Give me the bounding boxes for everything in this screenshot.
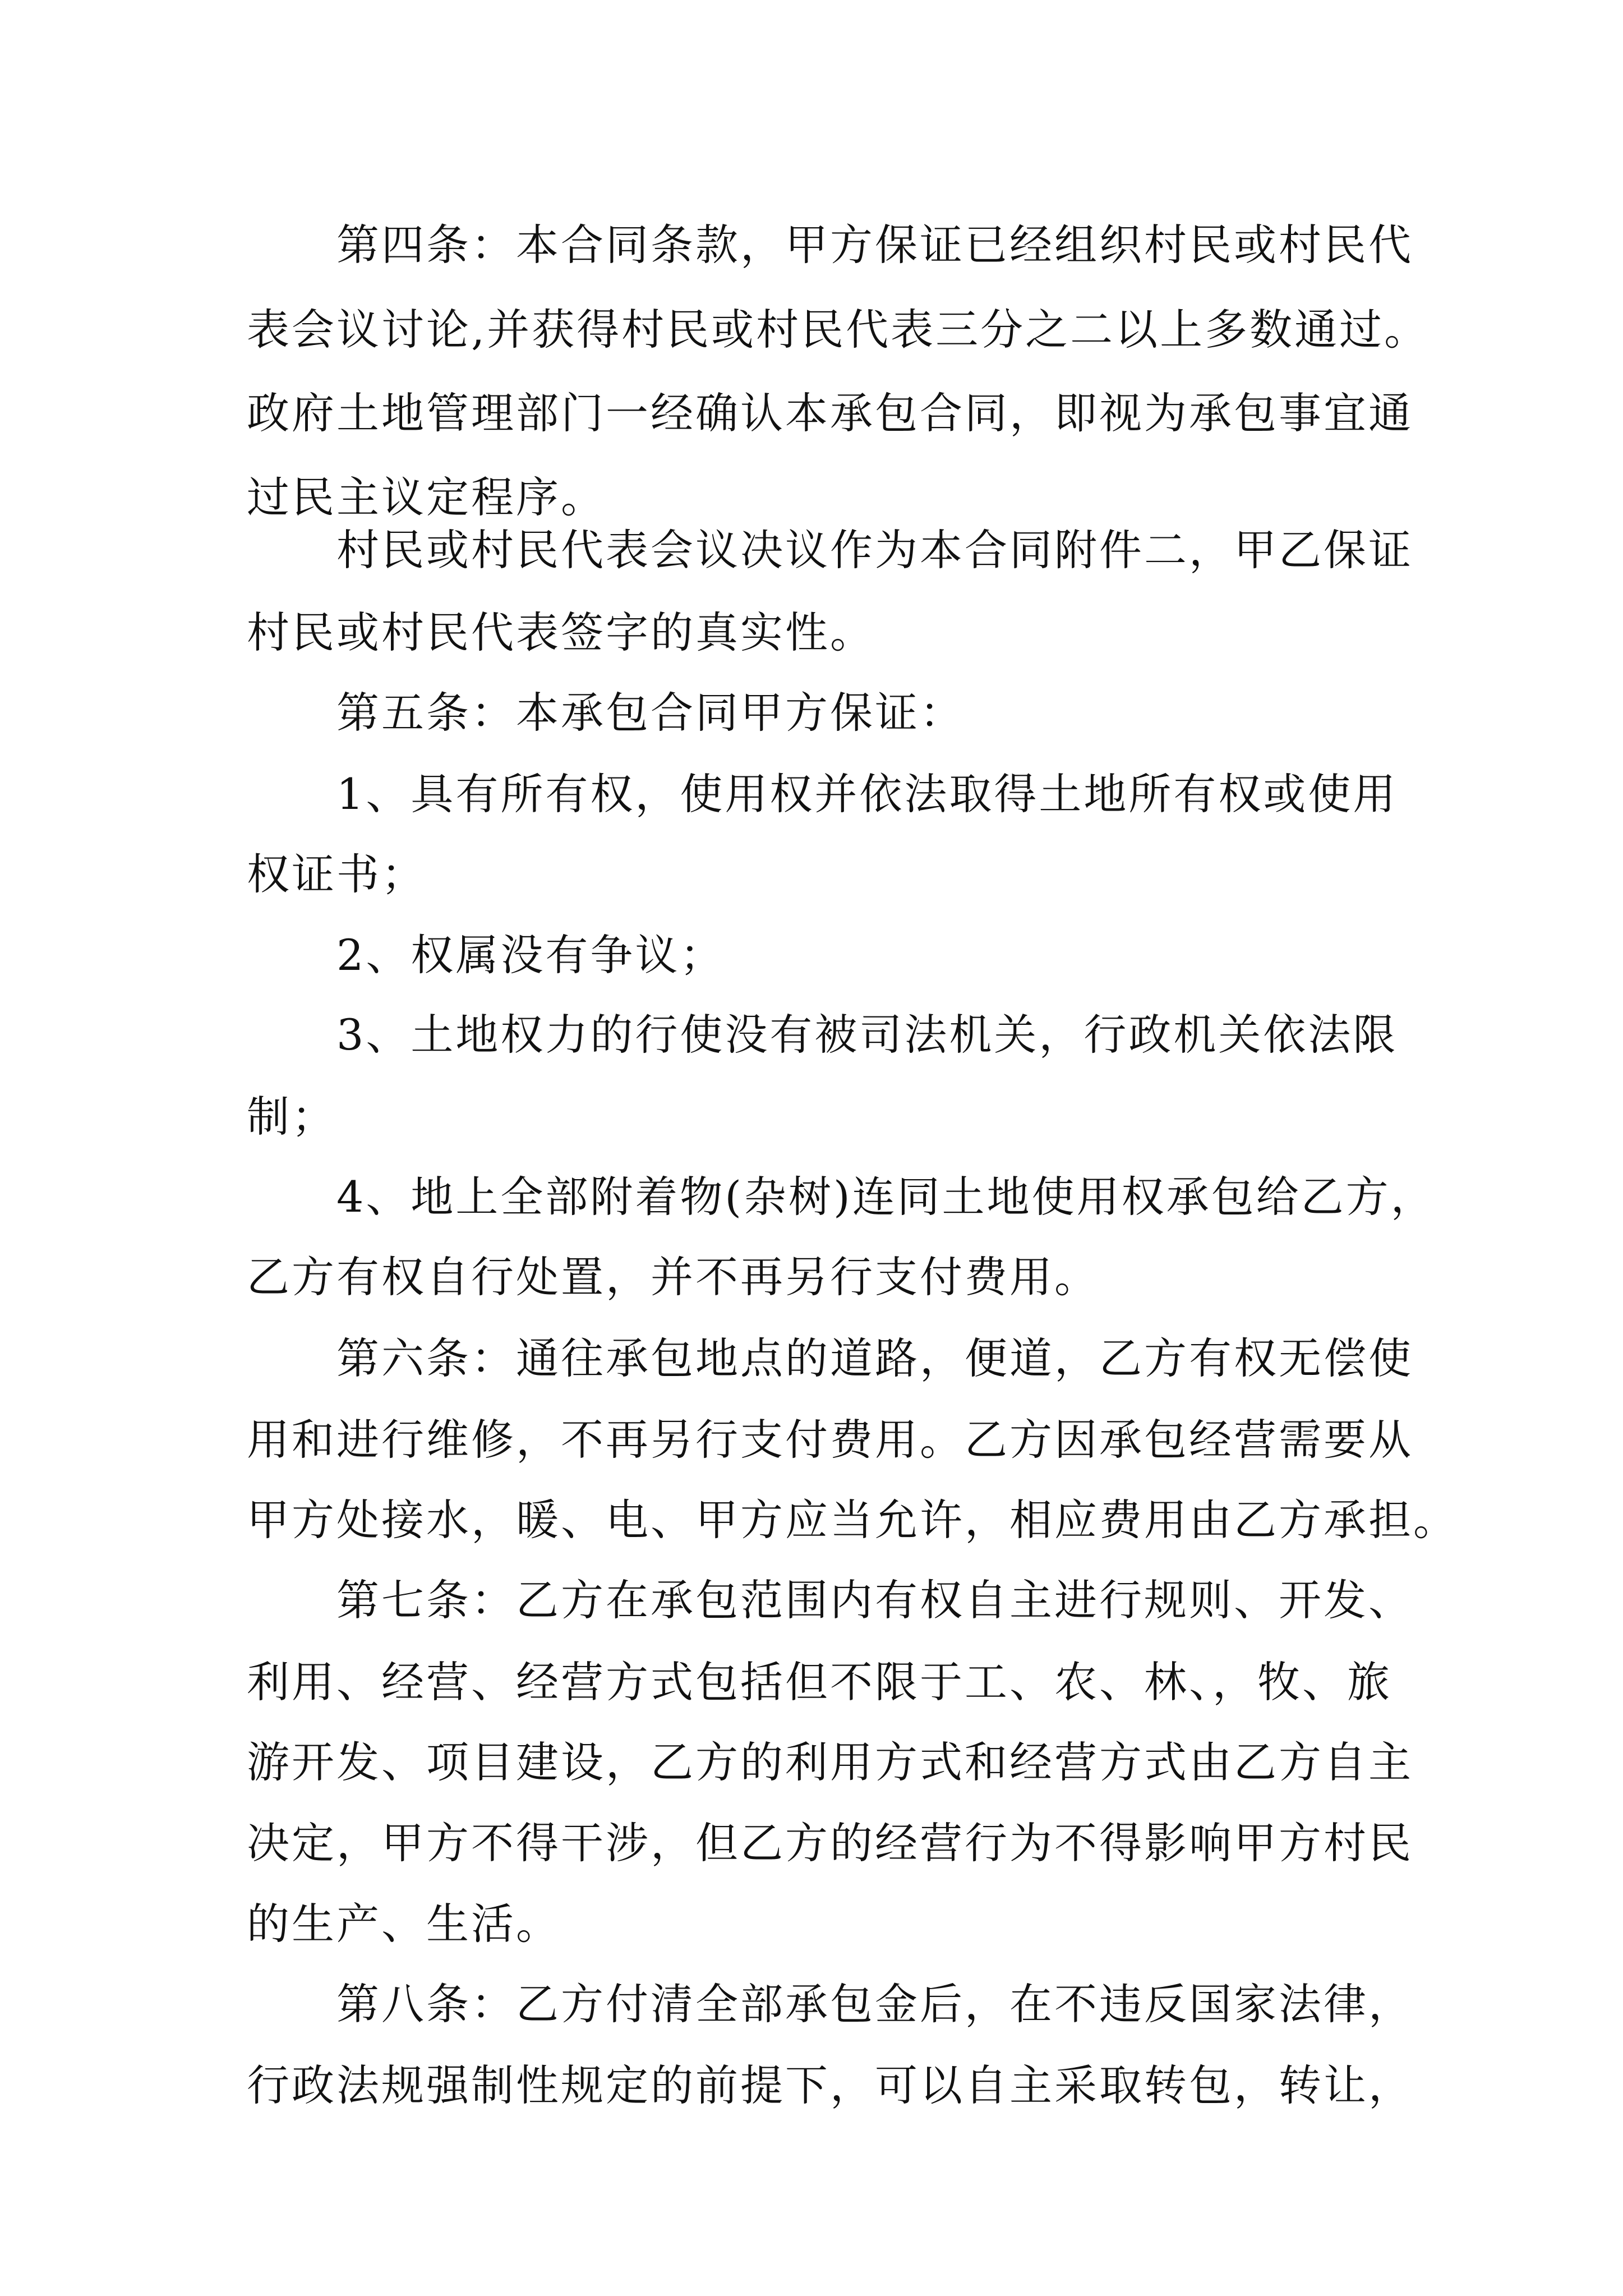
text-line: 村民或村民代表会议决议作为本合同附件二，甲乙保证 [336,525,1413,575]
text-line: 第八条：乙方付清全部承包金后，在不违反国家法律， [336,1979,1413,2029]
text-line: 4、地上全部附着物(杂树)连同土地使用权承包给乙方， [336,1172,1436,1222]
text-line: 第五条：本承包合同甲方保证： [336,688,965,738]
text-line: 用和进行维修，不再另行支付费用。乙方因承包经营需要从 [247,1415,1413,1465]
text-line: 游开发、项目建设，乙方的利用方式和经营方式由乙方自主 [247,1737,1413,1787]
text-line: 2、权属没有争议； [336,930,725,980]
text-line: 1、具有所有权，使用权并依法取得土地所有权或使用 [336,769,1398,819]
text-line: 政府土地管理部门一经确认本承包合同，即视为承包事宜通 [247,388,1413,438]
text-line: 利用、经营、经营方式包括但不限于工、农、林、，牧、旅 [247,1657,1392,1707]
text-line: 行政法规强制性规定的前提下，可以自主采取转包，转让， [247,2060,1413,2110]
text-line: 3、土地权力的行使没有被司法机关，行政机关依法限 [336,1010,1398,1060]
text-line: 第六条：通往承包地点的道路，便道，乙方有权无偿使 [336,1333,1413,1383]
text-line: 的生产、生活。 [247,1899,561,1949]
text-line: 第四条：本合同条款，甲方保证已经组织村民或村民代 [336,220,1413,270]
text-line: 过民主议定程序。 [247,472,606,522]
text-line: 表会议讨论,并获得村民或村民代表三分之二以上多数通过。 [247,305,1430,355]
text-line: 村民或村民代表签字的真实性。 [247,608,875,657]
text-line: 决定，甲方不得干涉，但乙方的经营行为不得影响甲方村民 [247,1818,1413,1868]
text-line: 第七条：乙方在承包范围内有权自主进行规则、开发、 [336,1575,1413,1625]
text-line: 权证书； [247,849,426,899]
text-line: 甲方处接水，暖、电、甲方应当允许，相应费用由乙方承担。 [247,1495,1458,1545]
text-line: 乙方有权自行处置，并不再另行支付费用。 [247,1252,1099,1302]
text-line: 制； [247,1092,336,1142]
